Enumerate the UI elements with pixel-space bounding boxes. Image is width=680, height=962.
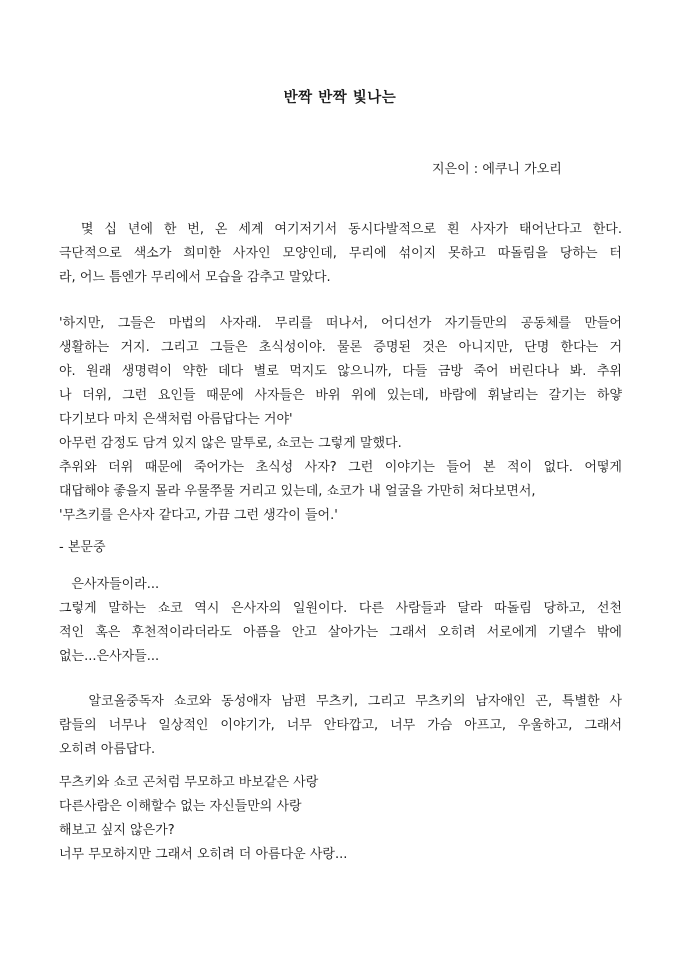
closing-line: 다른사람은 이해할수 없는 자신들만의 사랑 (59, 799, 302, 814)
closing-line: 무츠키와 쇼코 곤처럼 무모하고 바보같은 사랑 (59, 775, 319, 790)
document-title: 반짝 반짝 빛나는 (283, 90, 397, 106)
paragraph-line: 은사자들이라... (59, 577, 160, 592)
paragraph-line: 추위와 더위 때문에 죽어가는 초식성 사자? 그런 이야기는 들어 본 적이 없다. 어떻게 (59, 460, 622, 475)
paragraph-line: 람들의 너무나 일상적인 이야기가, 너무 안타깝고, 너무 가슴 아프고, 우울하고, 그래서 (59, 718, 622, 733)
quote-line: 생활하는 거지. 그리고 그들은 초식성이야. 물론 증명된 것은 아니지만, 단명 한다는 거 (59, 340, 622, 355)
closing-line: 해보고 싶지 않은가? (59, 823, 175, 838)
quote-line: 야. 원래 생명력이 약한 데다 별로 먹지도 않으니까, 다들 금방 죽어 버린다나 봐. 추위 (59, 364, 622, 379)
paragraph-line: 그렇게 말하는 쇼코 역시 은사자의 일원이다. 다른 사람들과 달라 따돌림 당하고, 선천 (59, 601, 622, 616)
closing-line: 너무 무모하지만 그래서 오히려 더 아름다운 사랑... (59, 847, 348, 862)
paragraph-line: 적인 혹은 후천적이라더라도 아픔을 안고 살아가는 그래서 오히려 서로에게 기댈수 밖에 (59, 625, 622, 640)
paragraph-line: 아무런 감정도 담겨 있지 않은 말투로, 쇼코는 그렇게 말했다. (59, 436, 402, 451)
quote-line: '하지만, 그들은 마법의 사자래. 무리를 떠나서, 어디선가 자기들만의 공동체를 만들어 (59, 316, 622, 331)
excerpt-source: - 본문중 (59, 540, 106, 555)
paragraph-line: 대답해야 좋을지 몰라 우물쭈물 거리고 있는데, 쇼코가 내 얼굴을 가만히 쳐다보면서, (59, 484, 536, 499)
quote-line: 나 더위, 그런 요인들 때문에 사자들은 바위 위에 있는데, 바람에 휘날리는 갈기는 하얗 (59, 388, 622, 403)
paragraph-line: 없는...은사자들... (59, 649, 160, 664)
quote-line: '무츠키를 은사자 같다고, 가끔 그런 생각이 들어.' (59, 508, 338, 523)
author-line: 지은이 : 에쿠니 가오리 (432, 162, 562, 177)
paragraph-line: 몇 십 년에 한 번, 온 세계 여기저기서 동시다발적으로 흰 사자가 태어난다고 한다. (59, 222, 622, 237)
paragraph-line: 라, 어느 틈엔가 무리에서 모습을 감추고 말았다. (59, 270, 331, 285)
quote-line: 다기보다 마치 은색처럼 아름답다는 거야' (59, 412, 293, 427)
paragraph-line: 오히려 아름답다. (59, 742, 156, 757)
paragraph-line: 극단적으로 색소가 희미한 사자인 모양인데, 무리에 섞이지 못하고 따돌림을 당하는 터 (59, 246, 622, 261)
paragraph-line: 알코올중독자 쇼코와 동성애자 남편 무츠키, 그리고 무츠키의 남자애인 곤, 특별한 사 (59, 694, 622, 709)
